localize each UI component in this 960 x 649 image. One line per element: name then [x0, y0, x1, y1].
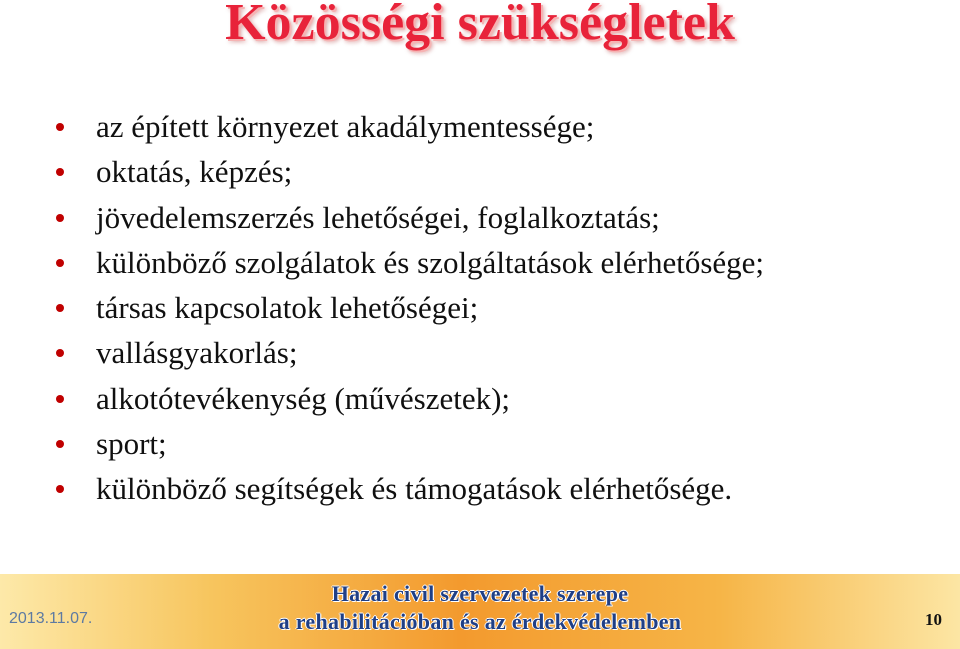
bullet-text: oktatás, képzés; — [96, 154, 293, 190]
bullet-dot-icon — [56, 349, 64, 357]
bullet-item — [56, 195, 936, 240]
bullet-text: jövedelemszerzés lehetőségei, foglalkoztatás; — [96, 199, 660, 235]
bullet-text: sport; — [96, 426, 167, 462]
bullet-item — [56, 466, 936, 511]
bullet-dot-icon — [56, 214, 64, 222]
bullet-item — [56, 421, 936, 466]
slide-footer — [0, 574, 960, 649]
bullet-text: alkotótevékenység (művészetek); — [96, 380, 511, 416]
footer-title-line-1: Hazai civil szervezetek szerepe — [331, 581, 629, 606]
bullet-item — [56, 104, 936, 149]
bullet-item — [56, 376, 936, 421]
bullet-dot-icon — [56, 259, 64, 267]
bullet-dot-icon — [56, 395, 64, 403]
footer-title-line-2: a rehabilitációban és az érdekvédelemben — [278, 609, 682, 634]
bullet-item — [56, 240, 936, 285]
bullet-dot-icon — [56, 485, 64, 493]
bullet-item — [56, 330, 936, 375]
bullet-text: különböző segítségek és támogatások elérhetősége. — [96, 471, 733, 507]
bullet-text: társas kapcsolatok lehetőségei; — [96, 290, 479, 326]
bullet-item — [56, 149, 936, 194]
bullet-dot-icon — [56, 304, 64, 312]
bullet-text: vallásgyakorlás; — [96, 335, 298, 371]
page-number: 10 — [925, 610, 942, 629]
footer-date: 2013.11.07. — [9, 610, 93, 627]
bullet-item — [56, 285, 936, 330]
slide-title: Közösségi szükségletek — [225, 0, 735, 51]
bullet-dot-icon — [56, 123, 64, 131]
bullet-dot-icon — [56, 440, 64, 448]
bullet-text: az épített környezet akadálymentessége; — [96, 109, 595, 144]
footer-title — [230, 580, 730, 636]
bullet-text: különböző szolgálatok és szolgáltatások elérhetősége; — [96, 244, 765, 280]
bullet-dot-icon — [56, 168, 64, 176]
bullet-list — [56, 104, 936, 512]
